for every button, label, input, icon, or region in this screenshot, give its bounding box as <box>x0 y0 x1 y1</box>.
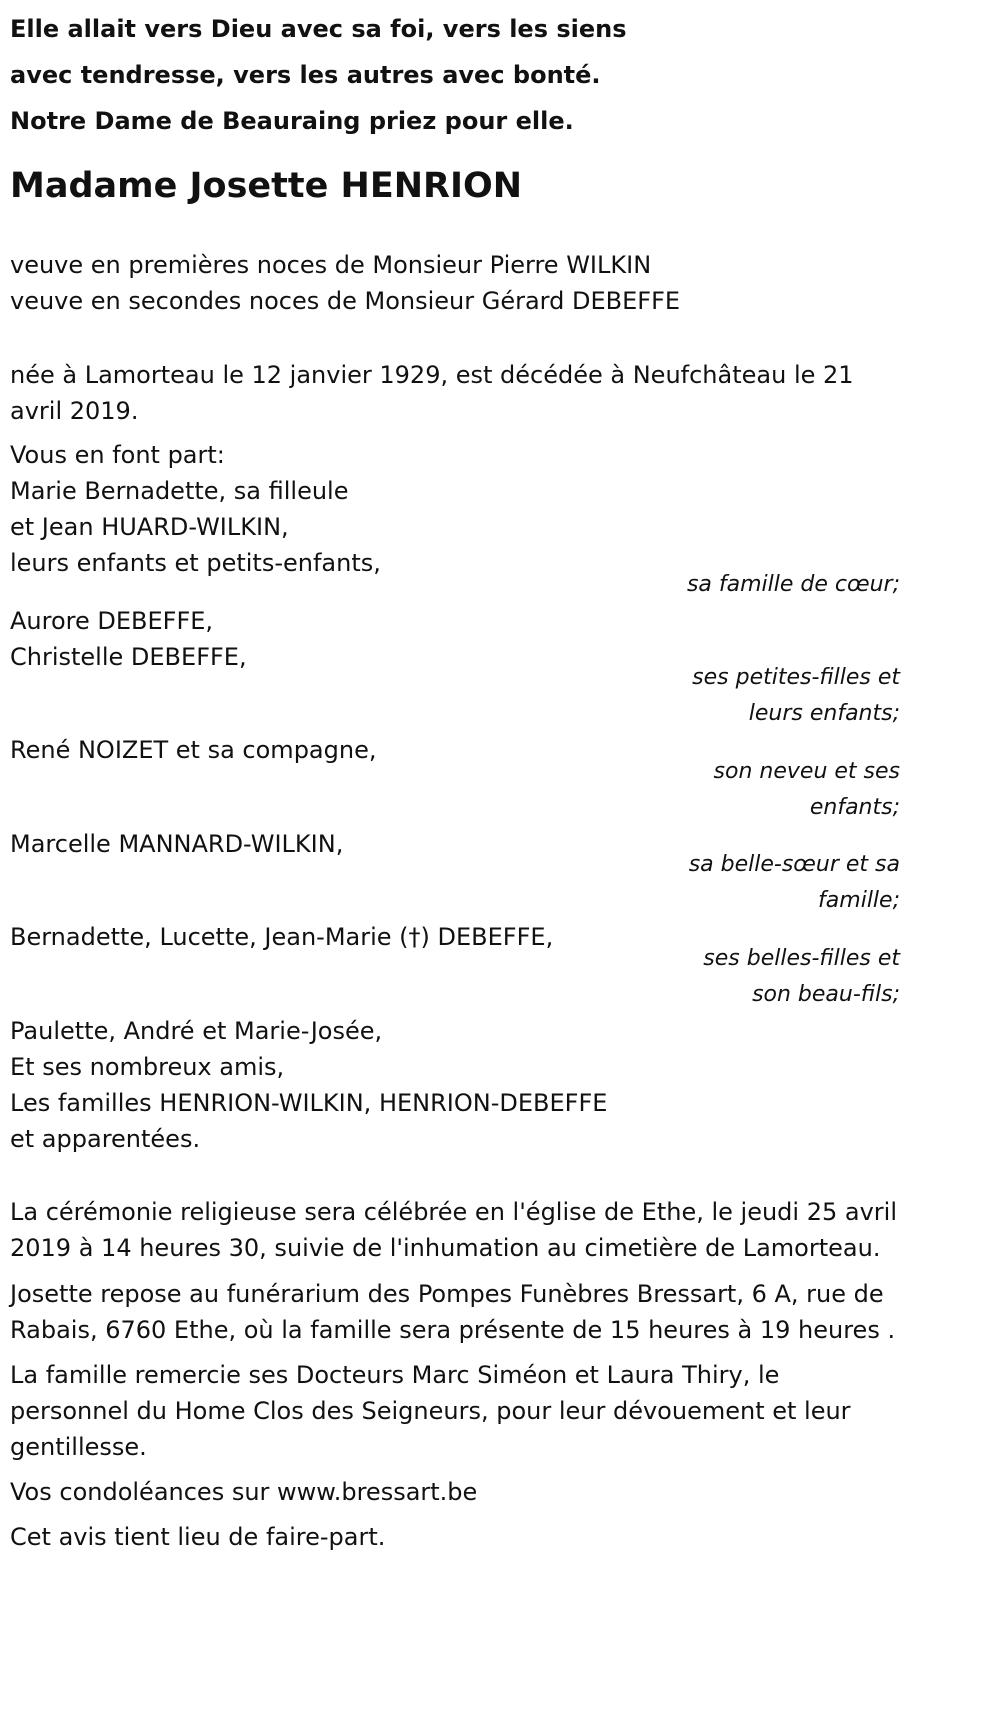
family-role: ses belles-filles et <box>703 946 900 971</box>
thanks-paragraph <box>10 1357 900 1465</box>
verse-block <box>10 6 910 144</box>
birth-death-text: née à Lamorteau le 12 janvier 1929, est décédée à Neufchâteau le 21 avril 2019. <box>10 361 854 425</box>
family-role: ses petites-filles et <box>692 665 900 690</box>
announcer-line: Christelle DEBEFFE, <box>10 643 247 671</box>
verse-line: Notre Dame de Beauraing priez pour elle. <box>10 107 574 135</box>
announcer-line: Paulette, André et Marie-Josée, <box>10 1017 383 1045</box>
announcer-line: Et ses nombreux amis, <box>10 1053 285 1081</box>
family-role: enfants; <box>809 795 900 820</box>
announcer-line: Bernadette, Lucette, Jean-Marie (†) DEBEFFE, <box>10 923 554 951</box>
announcer-line: Marcelle MANNARD-WILKIN, <box>10 830 344 858</box>
verse-line: Elle allait vers Dieu avec sa foi, vers les siens <box>10 15 627 43</box>
notice-text: Cet avis tient lieu de faire-part. <box>10 1523 386 1551</box>
ceremony-text: La cérémonie religieuse sera célébrée en l'église de Ethe, le jeudi 25 avril 2019 à 14 heures 30, suivie de l'inhumation au cimetière de Lamorteau. <box>10 1198 897 1262</box>
announcer-line: Marie Bernadette, sa filleule <box>10 477 349 505</box>
ceremony-paragraph <box>10 1194 900 1266</box>
family-role: famille; <box>818 888 900 913</box>
family-role: sa famille de cœur; <box>686 572 900 597</box>
announcer-line: et apparentées. <box>10 1125 201 1153</box>
birth-death-paragraph <box>10 357 900 429</box>
condolences-text: Vos condoléances sur www.bressart.be <box>10 1478 478 1506</box>
announcer-line: Aurore DEBEFFE, <box>10 607 214 635</box>
announcer-line: Les familles HENRION-WILKIN, HENRION-DEBEFFE <box>10 1089 608 1117</box>
family-role: sa belle-sœur et sa <box>688 852 900 877</box>
family-role: son neveu et ses <box>713 759 900 784</box>
funeral-home-paragraph <box>10 1276 900 1348</box>
verse-line: avec tendresse, vers les autres avec bonté. <box>10 61 601 89</box>
deceased-name-title: Madame Josette HENRION <box>10 166 523 206</box>
funeral-home-text: Josette repose au funérarium des Pompes Funèbres Bressart, 6 A, rue de Rabais, 6760 Ethe, où la famille sera présente de 15 heures à 19 heures . <box>10 1280 896 1344</box>
thanks-text: La famille remercie ses Docteurs Marc Siméon et Laura Thiry, le personnel du Home Clos des Seigneurs, pour leur dévouement et leur gentillesse. <box>10 1361 851 1461</box>
announcer-line: et Jean HUARD-WILKIN, <box>10 513 289 541</box>
family-role: leurs enfants; <box>748 701 900 726</box>
widow-line-first: veuve en premières noces de Monsieur Pierre WILKIN <box>10 251 652 279</box>
announcers-intro: Vous en font part: <box>10 441 225 469</box>
announcer-line: René NOIZET et sa compagne, <box>10 736 377 764</box>
widow-line-second: veuve en secondes noces de Monsieur Gérard DEBEFFE <box>10 287 681 315</box>
family-role: son beau-fils; <box>752 982 900 1007</box>
announcer-line: leurs enfants et petits-enfants, <box>10 549 381 577</box>
